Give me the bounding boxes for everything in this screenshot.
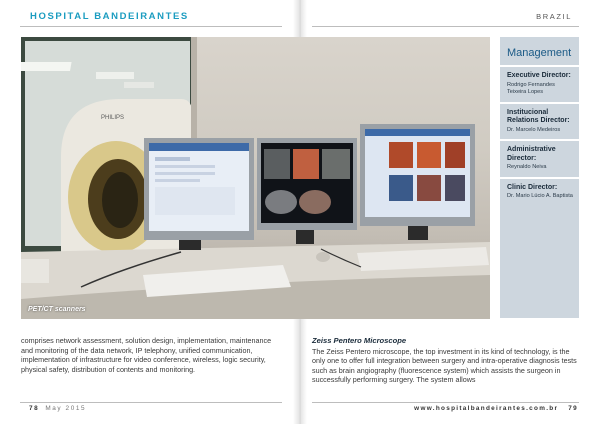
sidebar-entry: [500, 67, 579, 104]
magazine-section-title: HOSPITAL BANDEIRANTES: [30, 11, 189, 22]
photo-illustration: [21, 37, 490, 319]
sidebar-role: Administrative Director:: [507, 146, 556, 162]
sidebar-person: Reynaldo Neiva: [507, 164, 547, 170]
website-link[interactable]: www.hospitalbandeirantes.com.br: [414, 405, 559, 412]
photo-caption: PET/CT scanners: [28, 306, 86, 313]
page-number-left: 78: [29, 405, 40, 412]
sidebar-role: Executive Director:: [507, 72, 571, 79]
sidebar-entry: [500, 104, 579, 142]
footer-left: [29, 405, 86, 412]
sidebar-entry: [500, 141, 579, 179]
scanner-brand-label: PHILIPS: [101, 115, 125, 121]
sidebar-person: Rodrigo Fernandes Teixeira Lopes: [507, 81, 555, 95]
footer-rule-right: [312, 402, 579, 403]
management-sidebar: [500, 37, 579, 318]
issue-date: May 2015: [45, 405, 87, 412]
sidebar-title: Management: [500, 37, 579, 67]
header-rule-right: [312, 26, 579, 27]
page-number-right: 79: [568, 405, 578, 412]
article-subheading: Zeiss Pentero Microscope: [312, 336, 407, 345]
sidebar-person: Dr. Marcelo Medeiros: [507, 126, 561, 133]
header-rule-left: [20, 26, 282, 27]
body-paragraph: comprises network assessment, solution design, implementation, maintenance and monitoring of the data network, IP telephony, unified communication, implementation of infrastructure for video conference, wireless, logic security, physical safety, distribution of contents and monitoring.: [21, 336, 272, 374]
sidebar-person: Dr. Mario Lúcio A. Baptista: [507, 193, 573, 199]
sidebar-role: Clinic Director:: [507, 183, 558, 191]
country-label: BRAZIL: [536, 12, 572, 21]
sidebar-entry: [500, 179, 579, 206]
footer-right: [414, 405, 578, 412]
body-column-right: [312, 336, 580, 385]
sidebar-role: Institucional Relations Director:: [507, 108, 570, 124]
body-column-left: [21, 336, 283, 374]
pet-ct-photo: [21, 37, 490, 319]
body-paragraph: The Zeiss Pentero microscope, the top investment in its kind of technology, is the only one to offer full integration between surgery and intra-operative diagnosis tests such as brain angiography (fluorescence system) which assists the surgeon in successfully performing surgery. The system allows: [312, 346, 577, 385]
footer-rule-left: [20, 402, 282, 403]
